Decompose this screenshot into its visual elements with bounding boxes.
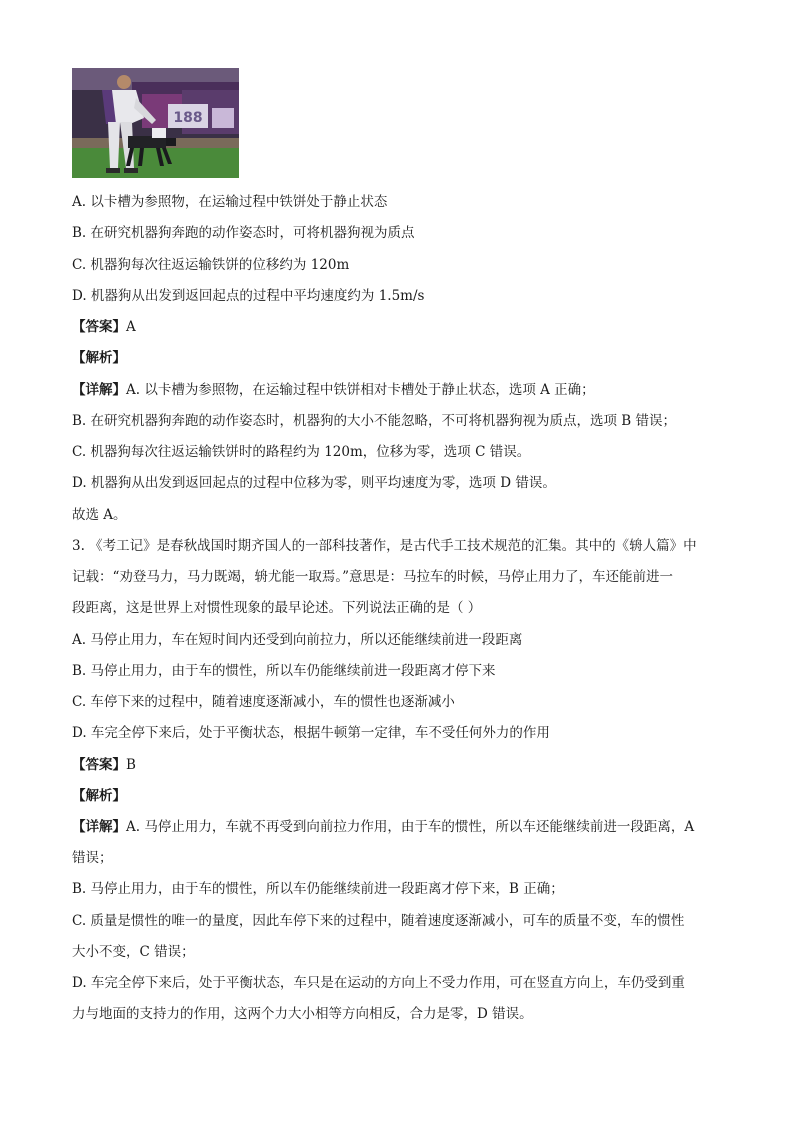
q3-answer-value: B [126, 757, 136, 773]
q3-analysis-label-text: 【解析】 [72, 788, 126, 804]
robot-dog-photo [72, 68, 239, 178]
q3-analysis-label [72, 787, 732, 805]
q3-detail-line-3: B. 马停止用力，由于车的惯性，所以车仍能继续前进一段距离才停下来，B 正确； [72, 881, 564, 897]
q2-analysis-label-text: 【解析】 [72, 350, 126, 366]
q3-detail-line-5: 大小不变，C 错误； [72, 944, 195, 960]
q2-answer [72, 318, 732, 336]
q2-detail-text-1: A. 以卡槽为参照物，在运输过程中铁饼相对卡槽处于静止状态，选项 A 正确； [126, 382, 595, 398]
q2-answer-label: 【答案】 [72, 319, 126, 335]
q2-option-d: D. 机器狗从出发到返回起点的过程中平均速度约为 1.5m/s [72, 288, 425, 304]
robot-dog-photo-icon [72, 68, 239, 178]
q2-detail-line-3: C. 机器狗每次往返运输铁饼时的路程约为 120m，位移为零，选项 C 错误。 [72, 444, 531, 460]
q3-answer [72, 756, 732, 774]
q3-detail-line-7: 力与地面的支持力的作用，这两个力大小相等方向相反，合力是零，D 错误。 [72, 1006, 533, 1022]
q2-conclusion: 故选 A。 [72, 507, 127, 523]
q2-option-b: B. 在研究机器狗奔跑的动作姿态时，可将机器狗视为质点 [72, 225, 415, 241]
q3-option-b: B. 马停止用力，由于车的惯性，所以车仍能继续前进一段距离才停下来 [72, 663, 496, 679]
q3-detail-text-1: A. 马停止用力，车就不再受到向前拉力作用，由于车的惯性，所以车还能继续前进一段距离，A [126, 819, 695, 835]
q3-stem-line-1: 3. 《考工记》是春秋战国时期齐国人的一部科技著作，是古代手工技术规范的汇集。其中的《辀人篇》中 [72, 538, 697, 554]
q3-option-c: C. 车停下来的过程中，随着速度逐渐减小，车的惯性也逐渐减小 [72, 694, 455, 710]
q3-detail-line-4: C. 质量是惯性的唯一的量度，因此车停下来的过程中，随着速度逐渐减小，可车的质量不变，车的惯性 [72, 913, 685, 929]
q2-answer-value: A [126, 319, 136, 335]
q3-stem-line-3: 段距离，这是世界上对惯性现象的最早论述。下列说法正确的是（ ） [72, 600, 482, 616]
q3-answer-label: 【答案】 [72, 757, 126, 773]
q2-detail-line-1 [72, 381, 732, 399]
q2-detail-line-2: B. 在研究机器狗奔跑的动作姿态时，机器狗的大小不能忽略，不可将机器狗视为质点，选项 B 错误； [72, 413, 677, 429]
q3-detail-label: 【详解】 [72, 819, 126, 835]
q3-detail-line-1 [72, 818, 732, 836]
q3-option-d: D. 车完全停下来后，处于平衡状态，根据牛顿第一定律，车不受任何外力的作用 [72, 725, 550, 741]
q2-detail-line-4: D. 机器狗从出发到返回起点的过程中位移为零，则平均速度为零，选项 D 错误。 [72, 475, 556, 491]
q3-stem-line-2: 记载：“劝登马力，马力既竭，辀尤能一取焉。”意思是：马拉车的时候，马停止用力了，车还能前进一 [72, 569, 674, 585]
scoreboard-text: 188 [173, 110, 203, 126]
q2-option-c: C. 机器狗每次往返运输铁饼的位移约为 120m [72, 257, 350, 273]
q3-option-a: A. 马停止用力，车在短时间内还受到向前拉力，所以还能继续前进一段距离 [72, 632, 523, 648]
q2-analysis-label [72, 349, 732, 367]
q2-detail-label: 【详解】 [72, 382, 126, 398]
q2-option-a: A. 以卡槽为参照物，在运输过程中铁饼处于静止状态 [72, 194, 388, 210]
q3-detail-line-6: D. 车完全停下来后，处于平衡状态，车只是在运动的方向上不受力作用，可在竖直方向上，车仍受到重 [72, 975, 685, 991]
q3-detail-line-2: 错误； [72, 850, 113, 866]
